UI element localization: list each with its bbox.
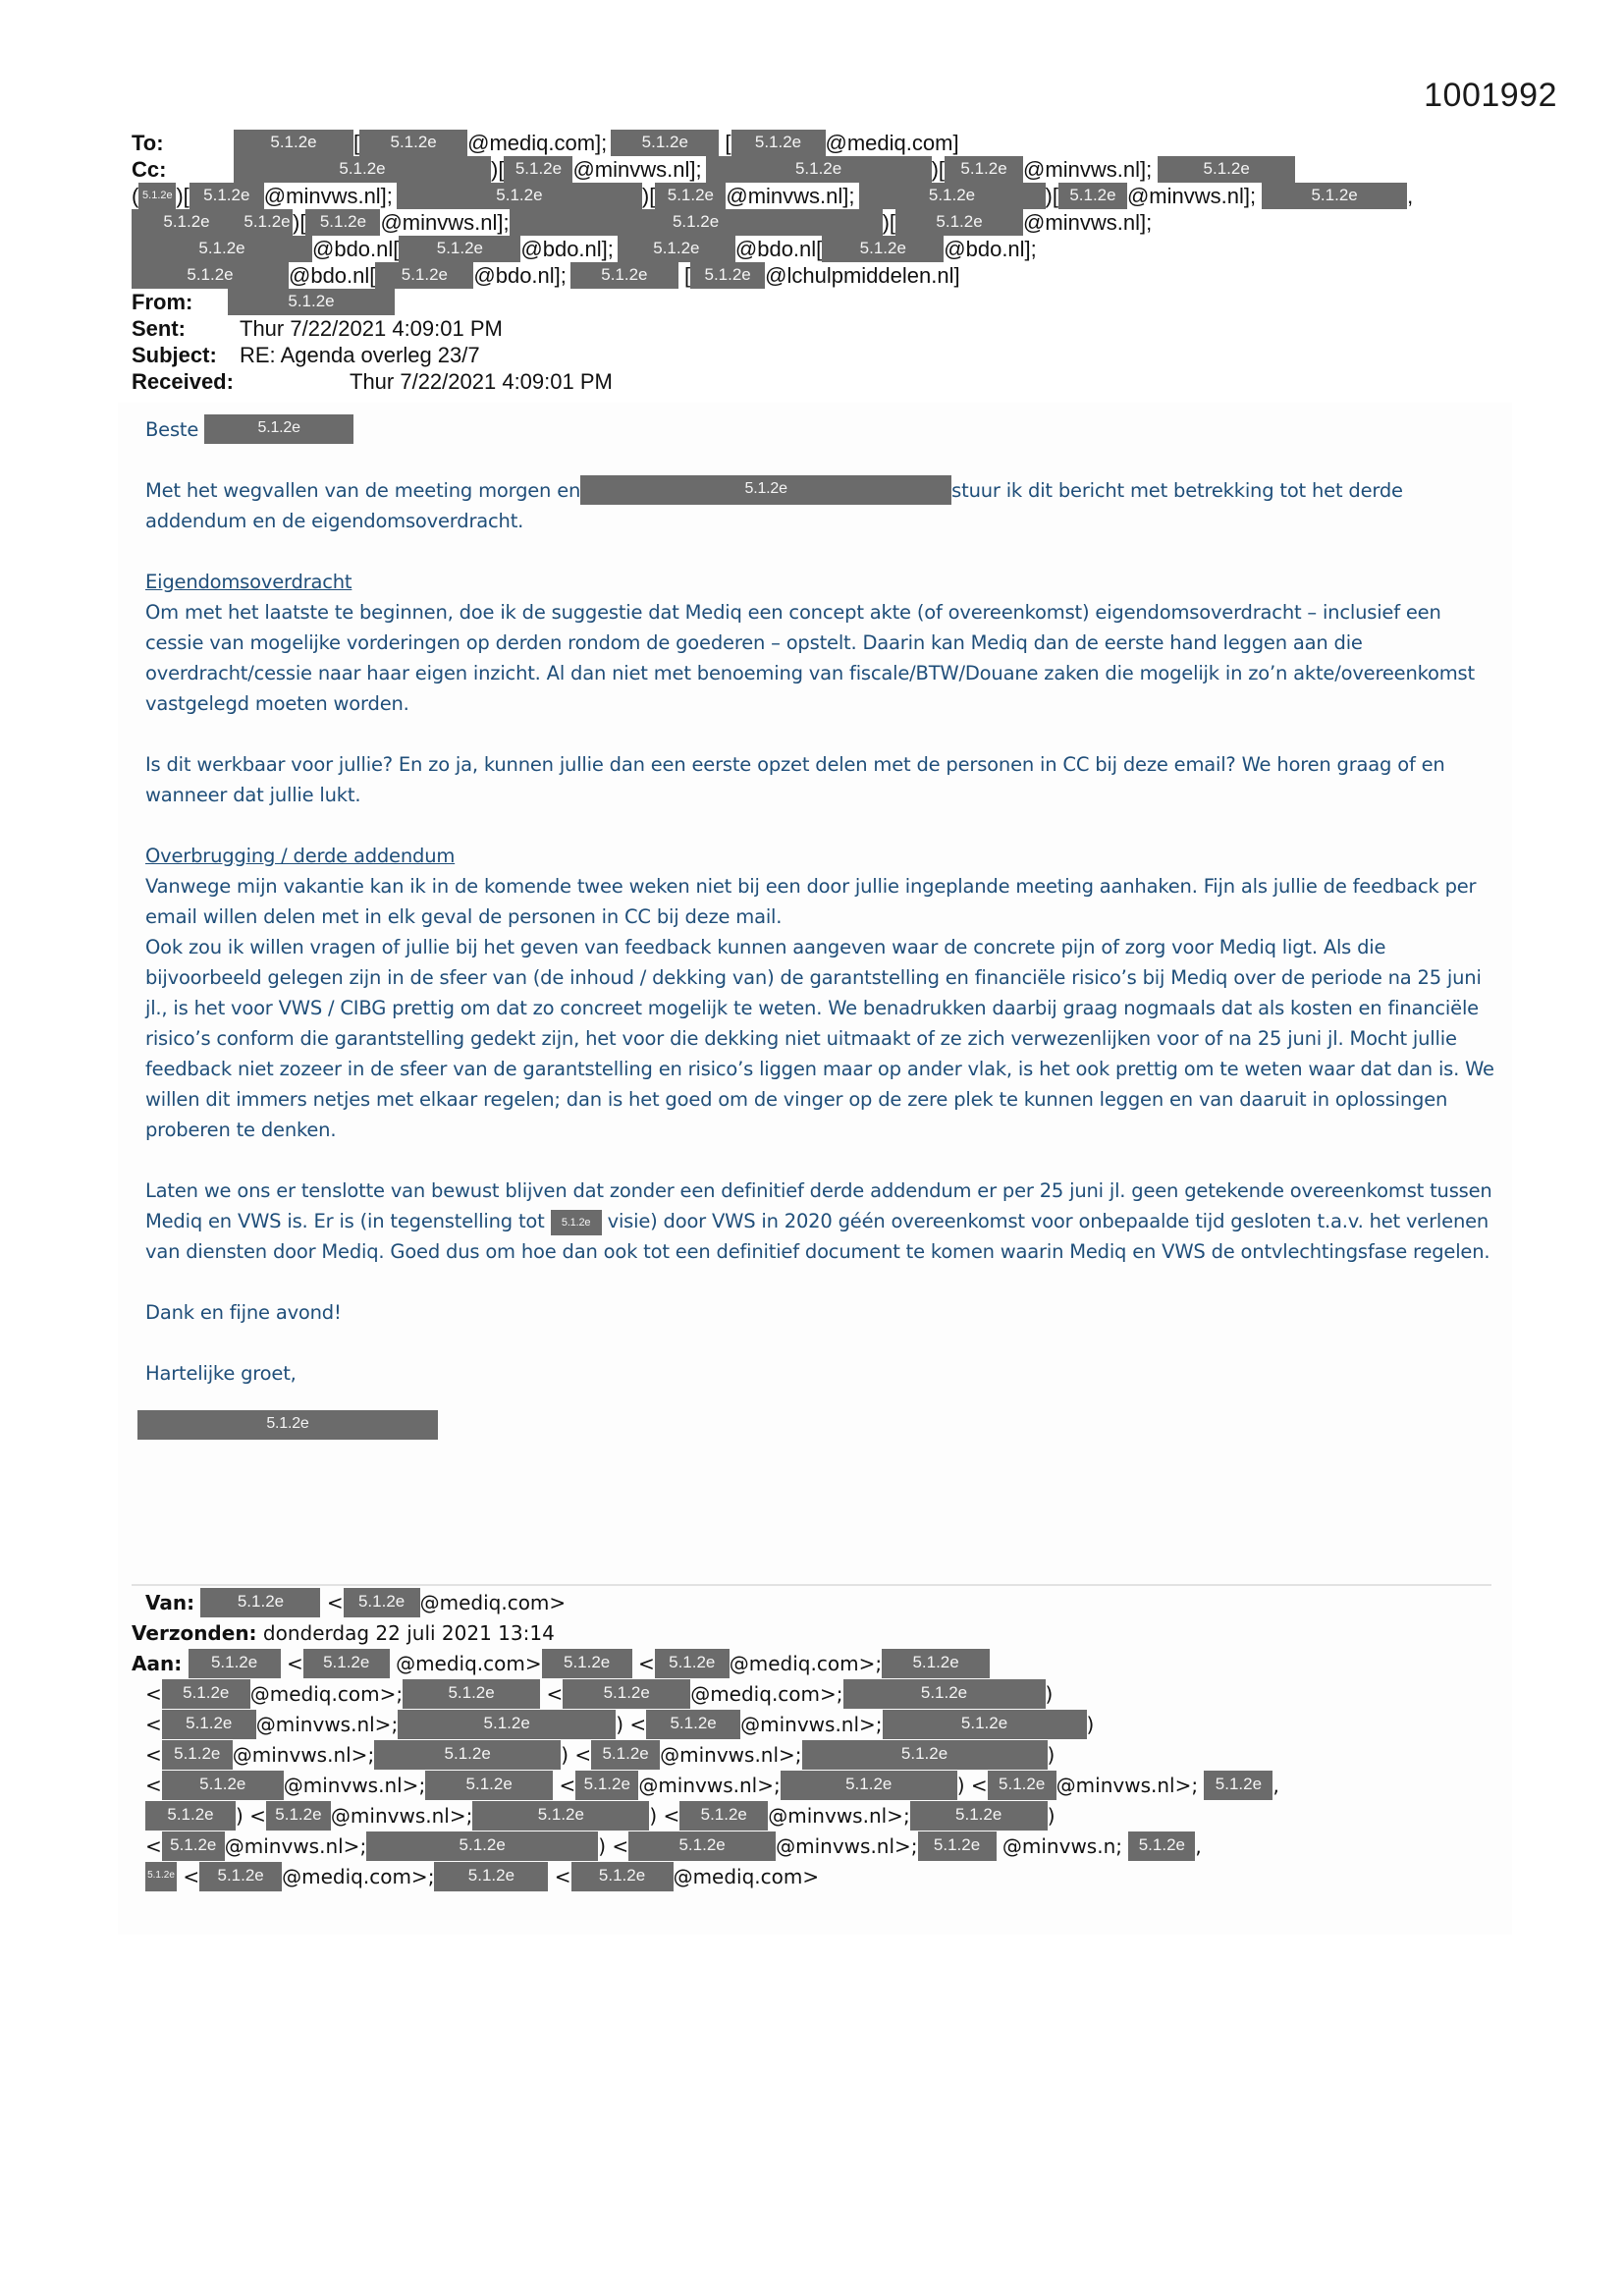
- redaction: 5.1.2e: [132, 236, 312, 262]
- redaction: 5.1.2e: [882, 1649, 990, 1678]
- redaction: 5.1.2e: [162, 1740, 233, 1770]
- redaction: 5.1.2e: [359, 130, 467, 156]
- closing-text: Laten we ons er tenslotte van bewust blijven dat zonder een definitief derde addendum er per 25 juni jl. geen getekende overeenkomst tussen Mediq en VWS is. Er is (in tegenstelling tot: [145, 1179, 1492, 1232]
- email-domain: @bdo.nl[: [312, 237, 400, 261]
- redaction: 5.1.2e: [189, 1649, 281, 1678]
- section-text: Vanwege mijn vakantie kan ik in de komende twee weken niet bij een door jullie ingeplande meeting aanhaken. Fijn als jullie de feedback per email willen delen met in elk geval de personen in CC bij deze mail.: [145, 875, 1477, 928]
- email-domain: @bdo.nl[: [734, 237, 823, 261]
- redaction: 5.1.2e: [988, 1771, 1056, 1800]
- redaction: 5.1.2e: [580, 475, 951, 505]
- redaction: 5.1.2e: [204, 414, 353, 444]
- redaction: 5.1.2e: [1128, 1831, 1195, 1861]
- redaction: 5.1.2e: [162, 1710, 256, 1739]
- redaction: 5.1.2e: [859, 183, 1046, 209]
- redaction: 5.1.2e: [802, 1740, 1048, 1770]
- redaction: 5.1.2e: [655, 1649, 730, 1678]
- email-domain: @minvws.nl];: [380, 210, 510, 235]
- sent-label: Sent:: [132, 316, 186, 341]
- email-header: [132, 130, 1506, 395]
- redaction: 5.1.2e: [731, 130, 826, 156]
- redaction: 5.1.2e: [510, 209, 883, 236]
- quoted-email: [132, 1588, 1506, 1892]
- redaction: 5.1.2e: [655, 183, 726, 209]
- email-domain: @minvws.nl];: [1126, 184, 1257, 208]
- redaction: 5.1.2e: [305, 209, 380, 236]
- van-line: Van: 5.1.2e < 5.1.2e @mediq.com>: [132, 1588, 1506, 1618]
- redaction: 5.1.2e: [162, 1771, 284, 1800]
- email-domain: @minvws.nl>;: [776, 1834, 918, 1858]
- aan-line-6: 5.1.2e ) < 5.1.2e @minvws.nl>; 5.1.2e ) < 5.1.2e @minvws.nl>; 5.1.2e ): [132, 1801, 1506, 1831]
- aan-line-5: < 5.1.2e @minvws.nl>; 5.1.2e < 5.1.2e @minvws.nl>; 5.1.2e ) < 5.1.2e @minvws.nl>; 5.1.2e ,: [132, 1771, 1506, 1801]
- cc-line-3: 5.1.2e 5.1.2e )[ 5.1.2e @minvws.nl]; 5.1.2e )[ 5.1.2e @minvws.nl];: [132, 209, 1506, 236]
- section-eigendomsoverdracht: [145, 567, 1500, 719]
- redaction: 5.1.2e: [945, 156, 1023, 183]
- aan-line-4: < 5.1.2e @minvws.nl>; 5.1.2e ) < 5.1.2e @minvws.nl>; 5.1.2e ): [132, 1740, 1506, 1771]
- redaction: 5.1.2e: [200, 1588, 320, 1617]
- sent-value: Thur 7/22/2021 4:09:01 PM: [240, 316, 503, 341]
- redaction: 5.1.2e: [138, 183, 176, 209]
- redaction: 5.1.2e: [646, 1710, 740, 1739]
- to-line: To: 5.1.2e [ 5.1.2e @mediq.com]; 5.1.2e [ 5.1.2e @mediq.com]: [132, 131, 959, 155]
- subject-value: RE: Agenda overleg 23/7: [240, 343, 480, 367]
- closing-text-cont: visie) door VWS in 2020 géén overeenkomst voor onbepaalde tijd gesloten t.a.v. het verlenen van diensten door Mediq. Goed dus om hoe dan ook tot een definitief document te komen waarin Mediq en VWS de ontvlechtingsfase regelen.: [145, 1210, 1490, 1263]
- verzonden-label: Verzonden:: [132, 1621, 257, 1645]
- section-text: Om met het laatste te beginnen, doe ik de suggestie dat Mediq een concept akte (of overeenkomst) eigendomsoverdracht – inclusief een cessie van mogelijke vorderingen op derden rondom de goederen – opstelt. Daarin kan Mediq dan de eerste hand leggen aan die overdracht/cessie naar haar eigen inzicht. Al dan niet met benoeming van fiscale/BTW/Douane zaken die mogelijk in zo’n akte/overeenkomst vastgelegd moeten worden.: [145, 601, 1475, 715]
- subject-label: Subject:: [132, 343, 217, 367]
- redaction: 5.1.2e: [706, 156, 932, 183]
- redaction: 5.1.2e: [189, 183, 264, 209]
- redaction: 5.1.2e: [895, 209, 1023, 236]
- email-domain: @minvws.nl>;: [232, 1743, 375, 1767]
- received-value: Thur 7/22/2021 4:09:01 PM: [350, 369, 613, 394]
- redaction: 5.1.2e: [399, 236, 520, 262]
- redaction: 5.1.2e: [781, 1771, 957, 1800]
- aan-line-3: < 5.1.2e @minvws.nl>; 5.1.2e ) < 5.1.2e @minvws.nl>; 5.1.2e ): [132, 1710, 1506, 1740]
- redaction: 5.1.2e: [132, 209, 242, 236]
- email-domain: @mediq.com>: [396, 1652, 542, 1675]
- redaction: 5.1.2e: [690, 262, 765, 289]
- aan-line-7: < 5.1.2e @minvws.nl>; 5.1.2e ) < 5.1.2e @minvws.nl>; 5.1.2e @minvws.n; 5.1.2e ,: [132, 1831, 1506, 1862]
- redaction: 5.1.2e: [542, 1649, 632, 1678]
- email-domain: @minvws.nl];: [572, 157, 702, 182]
- from-line: [132, 289, 1506, 315]
- aan-line-2: < 5.1.2e @mediq.com>; 5.1.2e < 5.1.2e @mediq.com>; 5.1.2e ): [132, 1679, 1506, 1710]
- signoff: Hartelijke groet,: [145, 1362, 297, 1385]
- email-domain: @mediq.com]: [825, 131, 959, 155]
- email-domain: @minvws.nl>;: [768, 1804, 910, 1828]
- signature-redaction: 5.1.2e: [137, 1410, 438, 1440]
- email-domain: @minvws.nl>;: [740, 1713, 883, 1736]
- redaction: 5.1.2e: [303, 1649, 390, 1678]
- email-domain: @minvws.nl];: [1023, 157, 1153, 182]
- email-domain: @minvws.nl>;: [283, 1774, 426, 1797]
- cc-line-2: ( 5.1.2e )[ 5.1.2e @minvws.nl]; 5.1.2e )[ 5.1.2e @minvws.nl]; 5.1.2e )[ 5.1.2e @minvws.nl]; 5.1.2e ,: [132, 184, 1414, 208]
- redaction: 5.1.2e: [234, 130, 353, 156]
- email-domain: @bdo.nl[: [289, 263, 376, 288]
- redaction: 5.1.2e: [266, 1801, 331, 1831]
- redaction: 5.1.2e: [162, 1679, 250, 1709]
- redaction: 5.1.2e: [1158, 156, 1295, 183]
- email-domain: @minvws.nl>;: [255, 1713, 399, 1736]
- email-domain: @bdo.nl];: [520, 237, 614, 261]
- section-text: Ook zou ik willen vragen of jullie bij het geven van feedback kunnen aangeven waar de concrete pijn of zorg voor Mediq ligt. Als die bijvoorbeeld gelegen zijn in de sfeer van (de inhoud / dekking van) de garantstelling en financiële risico’s bij Mediq over de periode na 25 juni jl., is het voor VWS / CIBG prettig om dat zo concreet mogelijk te weten. We benadrukken daarbij graag nogmaals dat als kosten en financiële risico’s conform die garantstelling gedekt zijn, het voor die dekking niet uitmaakt of ze zich verwezenlijken voor of na 25 juni jl. Mocht jullie feedback niet zozeer in de sfeer van de garantstelling en risico’s liggen maar op ander vlak, is het ook prettig om te weten waar dat dan is. We willen dit immers netjes met elkaar regelen; dan is het goed om de vinger op de zere plek te kunnen leggen en van daaruit in oplossingen proberen te denken.: [145, 936, 1494, 1141]
- email-domain: @minvws.n;: [1001, 1834, 1122, 1858]
- redaction: 5.1.2e: [1058, 183, 1127, 209]
- redaction: 5.1.2e: [571, 1862, 674, 1891]
- redaction: 5.1.2e: [1204, 1771, 1272, 1800]
- redaction: 5.1.2e: [234, 156, 491, 183]
- redaction: 5.1.2e: [551, 1210, 602, 1235]
- message-body: [145, 414, 1500, 1440]
- intro-text-cont: stuur ik dit bericht met betrekking tot het derde addendum en de eigendomsoverdracht.: [145, 479, 1403, 532]
- closing-paragraph: [145, 1175, 1500, 1267]
- email-domain: @bdo.nl];: [473, 263, 567, 288]
- section-heading: Overbrugging / derde addendum: [145, 845, 456, 867]
- redaction: 5.1.2e: [472, 1801, 649, 1831]
- email-domain: @minvws.nl>;: [330, 1804, 473, 1828]
- redaction: 5.1.2e: [228, 289, 395, 315]
- intro-paragraph: [145, 475, 1500, 536]
- email-domain: @mediq.com>;: [249, 1682, 404, 1706]
- cc-line-4: [132, 236, 1506, 262]
- question-paragraph: Is dit werkbaar voor jullie? En zo ja, kunnen jullie dan een eerste opzet delen met de personen in CC bij deze email? We horen graag of en wanneer dat jullie lukt.: [145, 753, 1445, 806]
- received-line: [132, 368, 1506, 395]
- email-domain: @minvws.nl>;: [660, 1743, 802, 1767]
- greeting: [145, 414, 1500, 445]
- redaction: 5.1.2e: [611, 130, 719, 156]
- van-label: Van:: [145, 1591, 195, 1614]
- email-domain: @minvws.nl>;: [224, 1834, 367, 1858]
- email-domain: @minvws.nl>;: [638, 1774, 781, 1797]
- to-label: To:: [132, 131, 164, 155]
- from-label: From:: [132, 290, 193, 314]
- redaction: 5.1.2e: [398, 1710, 616, 1739]
- redaction: 5.1.2e: [397, 183, 642, 209]
- greeting-text: Beste: [145, 418, 199, 441]
- aan-label: Aan:: [132, 1652, 183, 1675]
- redaction: 5.1.2e: [344, 1588, 420, 1617]
- redaction: 5.1.2e: [434, 1862, 548, 1891]
- email-domain: @minvws.nl];: [726, 184, 855, 208]
- subject-line: [132, 342, 1506, 368]
- redaction: 5.1.2e: [628, 1831, 776, 1861]
- redaction: 5.1.2e: [145, 1801, 236, 1831]
- redaction: 5.1.2e: [403, 1679, 540, 1709]
- redaction: 5.1.2e: [162, 1831, 225, 1861]
- cc-line-5: 5.1.2e @bdo.nl[ 5.1.2e @bdo.nl]; 5.1.2e [ 5.1.2e @lchulpmiddelen.nl]: [132, 262, 1506, 289]
- email-domain: @mediq.com];: [467, 131, 608, 155]
- cc-line: Cc: 5.1.2e )[ 5.1.2e @minvws.nl]; 5.1.2e )[ 5.1.2e @minvws.nl]; 5.1.2e: [132, 156, 1506, 183]
- redaction: 5.1.2e: [575, 1771, 638, 1800]
- aan-line-8: 5.1.2e < 5.1.2e @mediq.com>; 5.1.2e < 5.1.2e @mediq.com>: [132, 1862, 1506, 1892]
- email-domain: @mediq.com>: [673, 1865, 820, 1888]
- email-domain: @mediq.com>;: [729, 1652, 883, 1675]
- redaction: 5.1.2e: [374, 1740, 561, 1770]
- received-label: Received:: [132, 369, 234, 394]
- redaction: 5.1.2e: [591, 1740, 660, 1770]
- redaction: 5.1.2e: [145, 1862, 177, 1891]
- email-domain: @mediq.com>;: [282, 1865, 435, 1888]
- section-overbrugging: [145, 841, 1500, 1145]
- redaction: 5.1.2e: [618, 236, 735, 262]
- redaction: 5.1.2e: [425, 1771, 553, 1800]
- redaction: 5.1.2e: [883, 1710, 1087, 1739]
- redaction: 5.1.2e: [918, 1831, 997, 1861]
- redaction: 5.1.2e: [570, 262, 678, 289]
- redaction: 5.1.2e: [822, 236, 944, 262]
- cc-label: Cc:: [132, 157, 167, 182]
- email-domain: @mediq.com>: [419, 1591, 567, 1614]
- quoted-separator: [132, 1584, 1491, 1586]
- redaction: 5.1.2e: [843, 1679, 1046, 1709]
- verzonden-line: [132, 1618, 1506, 1649]
- email-domain: @lchulpmiddelen.nl]: [765, 263, 960, 288]
- document-number: 1001992: [1424, 77, 1557, 114]
- section-heading: Eigendomsoverdracht: [145, 571, 352, 593]
- redaction: 5.1.2e: [132, 262, 289, 289]
- redaction: 5.1.2e: [199, 1862, 282, 1891]
- email-domain: @minvws.nl];: [1023, 210, 1153, 235]
- aan-line: Aan: 5.1.2e < 5.1.2e @mediq.com> 5.1.2e < 5.1.2e @mediq.com>; 5.1.2e: [132, 1649, 1506, 1679]
- redaction: 5.1.2e: [366, 1831, 598, 1861]
- redaction: 5.1.2e: [375, 262, 473, 289]
- redaction: 5.1.2e: [679, 1801, 768, 1831]
- redaction: 5.1.2e: [1262, 183, 1407, 209]
- redaction: 5.1.2e: [910, 1801, 1048, 1831]
- redaction: 5.1.2e: [504, 156, 572, 183]
- redaction: 5.1.2e: [242, 209, 293, 236]
- email-domain: @mediq.com>;: [690, 1682, 843, 1706]
- email-domain: @minvws.nl>;: [1056, 1774, 1199, 1797]
- email-domain: @minvws.nl];: [263, 184, 393, 208]
- intro-text: Met het wegvallen van de meeting morgen en: [145, 479, 581, 502]
- sent-line: [132, 315, 1506, 342]
- thanks: Dank en fijne avond!: [145, 1301, 342, 1324]
- verzonden-value: donderdag 22 juli 2021 13:14: [262, 1621, 555, 1645]
- email-domain: @bdo.nl];: [944, 237, 1037, 261]
- redaction: 5.1.2e: [563, 1679, 690, 1709]
